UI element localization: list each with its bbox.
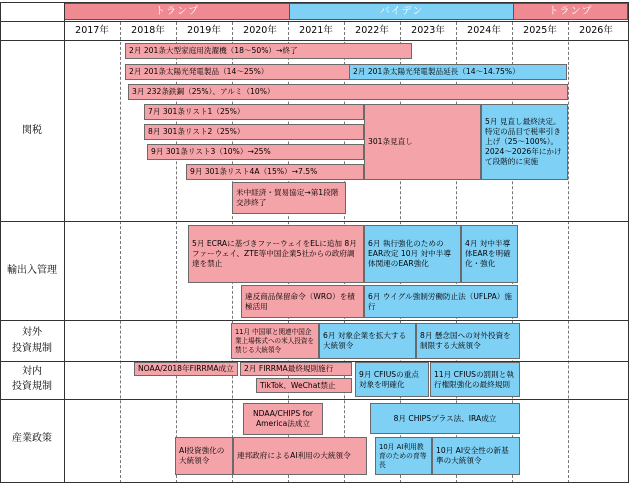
bar-cfius-penalties: 11月 CFIUSの罰則と執行権限強化の最終規則 [430,362,520,397]
bar-steel-aluminum: 3月 232条鉄鋼（25%）、アルミ（10%） [128,84,568,100]
left-border [0,2,1,483]
bar-firrma-final-rules: 2月 FIRRMA最終規則施行 [240,362,352,376]
bar-outbound-eo-2021: 6月 対象企業を拡大する大統領令 [319,323,416,359]
admin-biden: バイデン [289,3,514,20]
bar-tiktok-wechat-ban: TikTok、WeChat禁止 [256,378,352,393]
bar-final-decision: 5月 見直し最終決定。特定の品目で税率引き上げ（25～100%）。2024～2026年にかけて段階的に実施 [481,104,568,180]
bar-ai-education: 10月 AI利用教育のための育等長 [375,437,432,475]
year-2020: 2020年 [243,25,277,36]
bar-list3: 9月 301条リスト3（10%）→25% [147,144,364,160]
year-2018: 2018年 [131,25,165,36]
bar-chips-for-america: NDAA/CHIPS for America法成立 [243,403,323,435]
bar-ear-clarify: 4月 対中半導体EARを明確化・強化 [461,225,518,283]
bar-solar-trump: 2月 201条太陽光発電製品（14～25%） [125,64,350,80]
category-industrial: 産業政策 [12,433,52,444]
admin-trump-second: トランプ [513,3,628,20]
gridline-2026 [568,22,569,483]
bar-outbound-eo-2020: 11月 中国軍と関連中国企業上場株式への米人投資を禁じる大統領令 [231,323,319,359]
bar-washing-machines: 2月 201条大型家庭用洗濯機（18～50%）→終了 [125,43,412,59]
category-divider [64,2,65,483]
category-tariffs: 関税 [22,125,42,136]
bar-cfius-priorities: 9月 CFIUSの重点対象を明確化 [355,362,429,397]
bar-ai-safety-eo: 10月 AI安全性の新基準の大統領令 [432,437,520,475]
bar-list4a: 9月 301条リスト4A（15%）→7.5% [186,164,364,180]
bar-chips-plus-ira: 8月 CHIPSプラス法、IRA成立 [370,403,520,434]
admin-trump-first: トランプ [64,3,290,20]
year-2025: 2025年 [523,25,557,36]
year-2024: 2024年 [467,25,501,36]
bar-federal-ai-eo: 連邦政府によるAI利用の大統領令 [233,437,367,475]
category-inbound-line1: 対内 [22,366,42,377]
year-2022: 2022年 [355,25,389,36]
category-outbound-line2: 投資規制 [12,343,52,354]
gridline-2018 [120,22,121,483]
bar-solar-biden: 2月 201条太陽光発電製品延長（14～14.75%） [349,64,567,80]
category-inbound-line2: 投資規制 [12,381,52,392]
bar-outbound-eo-2023: 8月 懸念国への対外投資を制限する大統領令 [416,323,520,359]
bar-uflpa: 6月 ウイグル強制労働防止法（UFLPA）施行 [364,285,518,318]
bottom-border [0,482,629,483]
category-outbound-line1: 対外 [22,327,42,338]
bar-list2: 8月 301条リスト2（25%） [144,124,364,140]
bar-ai-investment-eo: AI投資強化の大統領令 [175,437,233,475]
bar-list1: 7月 301条リスト1（25%） [144,104,364,120]
year-2026: 2026年 [579,25,613,36]
bar-ear-strengthen: 6月 執行強化のためのEAR改定 10月 対中半導体関連のEAR強化 [364,225,461,283]
top-border [0,2,629,3]
inbound-divider [0,399,629,400]
category-export-import: 輸出入管理 [7,265,57,276]
year-2023: 2023年 [411,25,445,36]
bar-ecra-huawei: 5月 ECRAに基づきファーウェイをELに追加 8月 ファーウェイ、ZTE等中国企業5社からの政府調達を禁止 [188,225,364,283]
bar-301-review: 301条見直し [364,104,481,180]
year-2017: 2017年 [75,25,109,36]
year-row-divider [0,40,629,41]
year-2021: 2021年 [299,25,333,36]
bar-phase-one-deal: 米中経済・貿易協定→第1段階交渉終了 [232,182,346,214]
year-2019: 2019年 [187,25,221,36]
bar-firrma-2018: NOAA/2018年FIRRMA成立 [134,362,238,376]
bar-wro: 違反商品保留命令（WRO）を積極活用 [241,285,364,318]
export-import-divider [0,320,629,321]
tariffs-divider [0,221,629,222]
header-divider [0,21,629,22]
